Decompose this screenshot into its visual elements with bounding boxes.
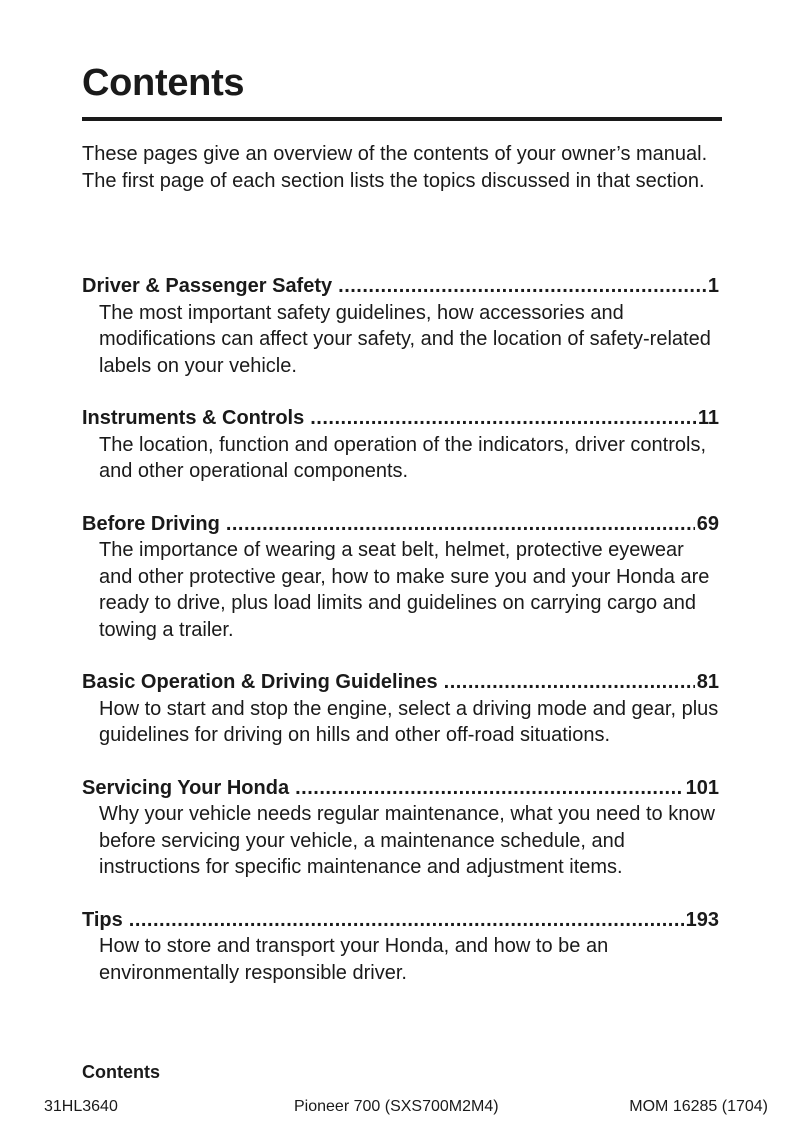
dot-leader bbox=[444, 669, 695, 696]
intro-text bbox=[82, 141, 722, 194]
dot-leader bbox=[295, 775, 684, 802]
toc-page-number: 193 bbox=[685, 908, 719, 931]
dot-leader bbox=[226, 511, 695, 538]
toc-page-number: 11 bbox=[697, 407, 719, 429]
toc-entry-title: Instruments & Controls bbox=[82, 407, 305, 429]
toc-page-number: 1 bbox=[707, 275, 719, 297]
dot-leader bbox=[310, 405, 696, 432]
intro-paragraph: These pages give an overview of the contents of your owner’s manual. bbox=[82, 143, 708, 165]
toc-entry-description: Why your vehicle needs regular maintenance, what you need to know before servicing your vehicle, a maintenance schedule, and instructions for specific maintenance and adjustment items. bbox=[99, 803, 715, 878]
footer-section-label: Contents bbox=[82, 1062, 160, 1082]
toc-link-servicing-your-honda[interactable] bbox=[82, 775, 719, 802]
toc-entry-title: Servicing Your Honda bbox=[82, 776, 290, 799]
toc-entry-description: How to start and stop the engine, select a driving mode and gear, plus guidelines for driving on hills and other off-road situations. bbox=[99, 697, 719, 746]
toc-page-number: 101 bbox=[685, 776, 719, 799]
title-divider bbox=[82, 117, 722, 121]
manual-code: MOM 16285 (1704) bbox=[629, 1098, 768, 1115]
toc-entry-description: How to store and transport your Honda, and how to be an environmentally responsible driver. bbox=[99, 935, 609, 984]
toc-link-before-driving[interactable] bbox=[82, 511, 719, 538]
document-code: 31HL3640 bbox=[44, 1098, 118, 1115]
toc-entry-before-driving bbox=[82, 511, 719, 644]
toc-link-tips[interactable] bbox=[82, 907, 719, 934]
toc-entry-basic-operation bbox=[82, 669, 719, 749]
toc-page-number: 81 bbox=[696, 671, 719, 693]
toc-entry-title: Tips bbox=[82, 908, 123, 931]
toc-link-instruments-controls[interactable] bbox=[82, 405, 719, 432]
dot-leader bbox=[338, 273, 706, 300]
toc-link-driver-passenger-safety[interactable] bbox=[82, 273, 719, 300]
dot-leader bbox=[129, 907, 684, 934]
toc-entry-driver-passenger-safety bbox=[82, 273, 719, 379]
toc-link-basic-operation[interactable] bbox=[82, 669, 719, 696]
toc-entry-tips bbox=[82, 907, 719, 987]
toc-page-number: 69 bbox=[696, 512, 719, 535]
toc-entry-title: Before Driving bbox=[82, 512, 220, 535]
intro-paragraph: The first page of each section lists the topics discussed in that section. bbox=[82, 169, 705, 192]
toc-entry-servicing-your-honda bbox=[82, 775, 719, 881]
toc-entry-title: Basic Operation & Driving Guidelines bbox=[82, 671, 438, 693]
table-of-contents bbox=[82, 273, 719, 1012]
toc-entry-description: The location, function and operation of the indicators, driver controls, and other operational components. bbox=[99, 433, 707, 482]
toc-entry-description: The importance of wearing a seat belt, helmet, protective eyewear and other protective gear, how to make sure you and your Honda are ready to drive, plus load limits and guidelines on carrying cargo and towing a trailer. bbox=[99, 539, 710, 641]
toc-entry-description: The most important safety guidelines, how accessories and modifications can affect your safety, and the location of safety-related labels on your vehicle. bbox=[99, 301, 711, 377]
model-name: Pioneer 700 (SXS700M2M4) bbox=[294, 1098, 499, 1115]
page-title: Contents bbox=[82, 62, 245, 104]
toc-entry-instruments-controls bbox=[82, 405, 719, 485]
toc-entry-title: Driver & Passenger Safety bbox=[82, 275, 333, 297]
